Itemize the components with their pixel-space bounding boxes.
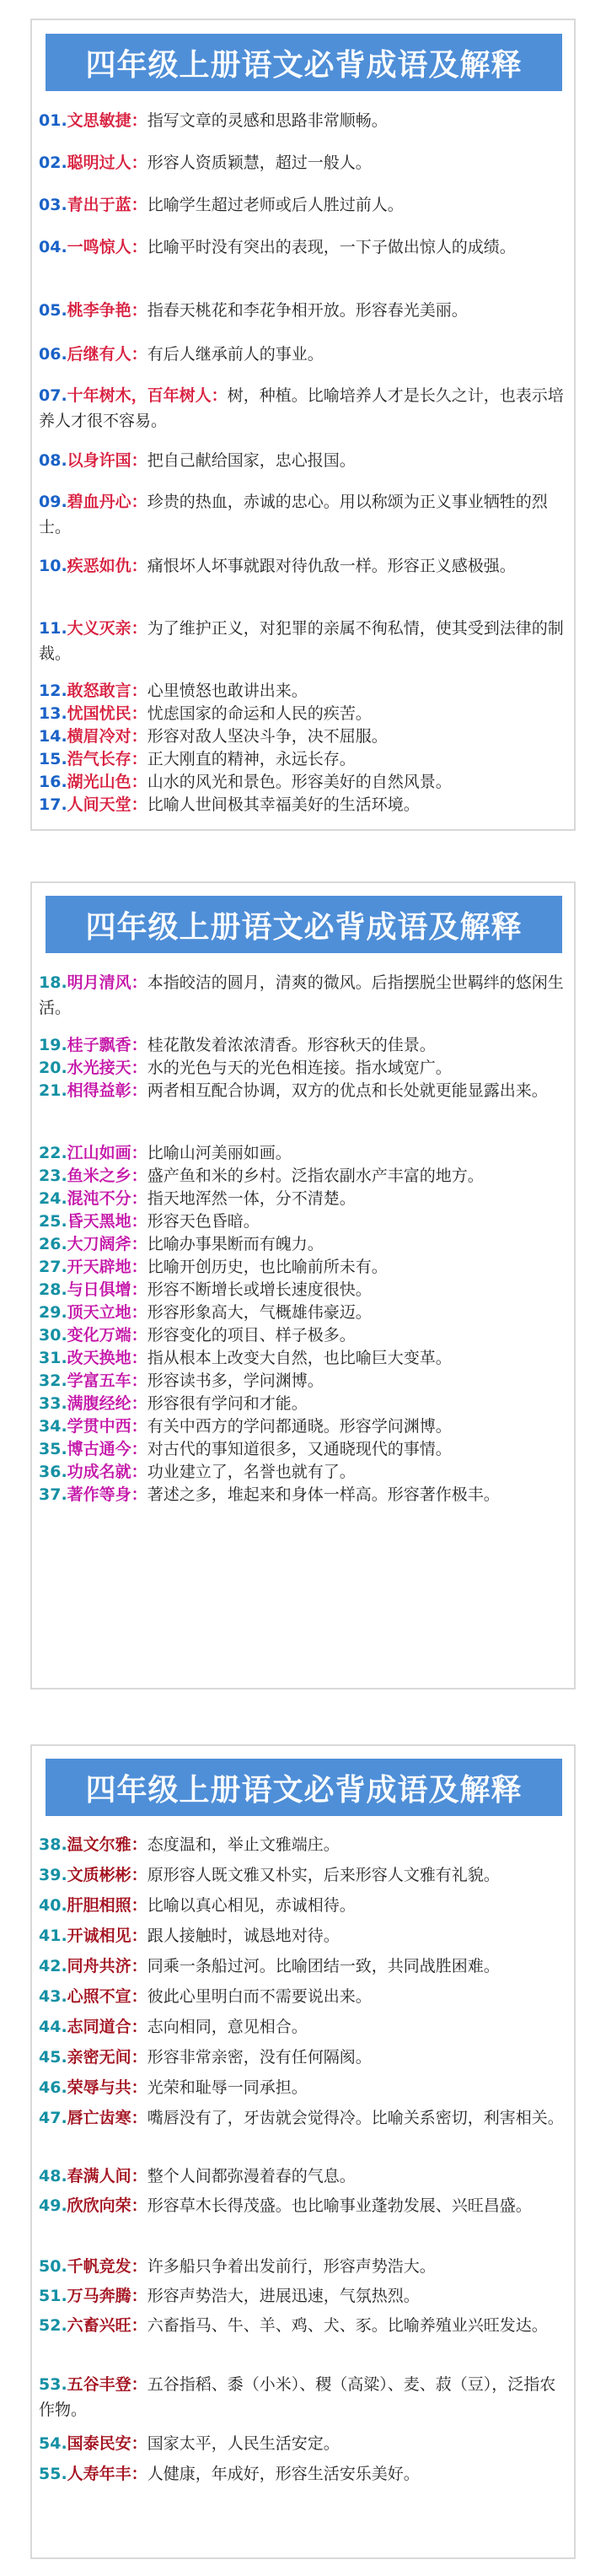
entry-definition: 痛恨坏人坏事就跟对待仇敌一样。形容正义感极强。 <box>147 557 516 575</box>
idiom-card-2 <box>30 881 576 1689</box>
entry-definition: 桂花散发着浓浓清香。形容秋天的佳景。 <box>147 1036 436 1054</box>
entry-definition: 指春天桃花和李花争相开放。形容春光美丽。 <box>147 301 468 320</box>
entry-definition: 原形容人既文雅又朴实，后来形容人文雅有礼貌。 <box>147 1866 500 1884</box>
entry-definition: 形容声势浩大，进展迅速，气氛热烈。 <box>147 2287 420 2305</box>
entry-number: 07. <box>39 386 67 405</box>
entry-term: 志同道合： <box>67 2018 147 2036</box>
idiom-entry <box>39 2105 570 2131</box>
entry-definition: 忧虑国家的命运和人民的疾苦。 <box>147 704 372 723</box>
entry-term: 大刀阔斧： <box>67 1235 147 1253</box>
entry-number: 54. <box>39 2434 67 2453</box>
entry-number: 52. <box>39 2316 67 2335</box>
idiom-entry <box>39 1277 570 1302</box>
entry-definition: 跟人接触时，诚恳地对待。 <box>147 1927 340 1945</box>
entry-number: 38. <box>39 1835 67 1854</box>
idiom-entry <box>39 678 570 703</box>
entry-term: 桃李争艳： <box>67 301 147 320</box>
entry-term: 明月清风： <box>67 973 147 992</box>
entry-number: 10. <box>39 557 67 575</box>
entry-number: 13. <box>39 704 67 723</box>
entry-number: 28. <box>39 1280 67 1299</box>
card-title: 四年级上册语文必背成语及解释 <box>46 34 562 91</box>
entry-term: 聪明过人： <box>67 154 147 172</box>
entry-definition: 国家太平，人民生活安定。 <box>147 2434 340 2453</box>
entry-term: 十年树木，百年树人： <box>67 386 228 405</box>
entry-term: 人寿年丰： <box>67 2465 147 2483</box>
entry-term: 昏天黑地： <box>67 1212 147 1231</box>
entry-number: 05. <box>39 301 67 320</box>
entry-number: 44. <box>39 2018 67 2036</box>
entry-definition: 心里愤怒也敢讲出来。 <box>147 682 308 700</box>
entry-definition: 形容不断增长或增长速度很快。 <box>147 1280 372 1299</box>
idiom-card-1 <box>30 19 576 831</box>
idiom-entry <box>39 1893 570 1918</box>
idiom-entry <box>39 298 570 323</box>
entry-definition: 比喻人世间极其幸福美好的生活环境。 <box>147 795 420 814</box>
entry-number: 50. <box>39 2257 67 2276</box>
entry-number: 35. <box>39 1440 67 1458</box>
idiom-entry <box>39 792 570 817</box>
entry-definition: 本指皎洁的圆月，清爽的微风。后指摆脱尘世羁绊的悠闲生活。 <box>39 973 564 1017</box>
entry-term: 后继有人： <box>67 345 147 364</box>
entry-definition: 许多船只争着出发前行，形容声势浩大。 <box>147 2257 436 2276</box>
entry-number: 25. <box>39 1212 67 1231</box>
entry-number: 14. <box>39 727 67 746</box>
entry-number: 15. <box>39 750 67 768</box>
entry-term: 文质彬彬： <box>67 1866 147 1884</box>
entry-term: 碧血丹心： <box>67 493 147 511</box>
entry-number: 19. <box>39 1036 67 1054</box>
entry-number: 36. <box>39 1463 67 1481</box>
entry-term: 学富五车： <box>67 1372 147 1390</box>
entry-number: 51. <box>39 2287 67 2305</box>
entry-number: 08. <box>39 451 67 470</box>
entry-term: 水光接天： <box>67 1059 147 1077</box>
entry-term: 与日俱增： <box>67 1280 147 1299</box>
entry-term: 改天换地： <box>67 1349 147 1367</box>
idiom-entry <box>39 2313 570 2338</box>
entry-number: 17. <box>39 795 67 814</box>
entry-term: 横眉冷对： <box>67 727 147 746</box>
entry-definition: 正大刚直的精神，永远长存。 <box>147 750 356 768</box>
entry-term: 温文尔雅： <box>67 1835 147 1854</box>
entry-term: 混沌不分： <box>67 1189 147 1208</box>
entry-definition: 六畜指马、牛、羊、鸡、犬、豕。比喻养殖业兴旺发达。 <box>147 2316 548 2335</box>
entry-number: 53. <box>39 2375 67 2394</box>
entry-definition: 彼此心里明白而不需要说出来。 <box>147 1987 372 2006</box>
idiom-entry <box>39 1436 570 1462</box>
entry-term: 以身许国： <box>67 451 147 470</box>
idiom-entry <box>39 1300 570 1325</box>
idiom-entry <box>39 2193 570 2218</box>
entry-term: 同舟共济： <box>67 1957 147 1975</box>
entry-term: 六畜兴旺： <box>67 2316 147 2335</box>
entry-number: 37. <box>39 1485 67 1504</box>
entry-definition: 指天地浑然一体，分不清楚。 <box>147 1189 356 1208</box>
entry-number: 20. <box>39 1059 67 1077</box>
entry-term: 桂子飘香： <box>67 1036 147 1054</box>
idiom-entry <box>39 970 570 1021</box>
entry-definition: 指写文章的灵感和思路非常顺畅。 <box>147 111 388 130</box>
entry-term: 开诚相见： <box>67 1927 147 1945</box>
entry-term: 博古通今： <box>67 1440 147 1458</box>
entry-number: 48. <box>39 2167 67 2185</box>
entry-definition: 珍贵的热血，赤诚的忠心。用以称颂为正义事业牺牲的烈士。 <box>39 493 548 536</box>
idiom-entry <box>39 448 570 473</box>
entry-definition: 志向相同，意见相合。 <box>147 2018 308 2036</box>
entry-definition: 山水的风光和景色。形容美好的自然风景。 <box>147 773 452 791</box>
entry-term: 开天辟地： <box>67 1258 147 1276</box>
entry-term: 唇亡齿寒： <box>67 2109 147 2127</box>
idiom-entry <box>39 1862 570 1888</box>
entry-definition: 两者相互配合协调，双方的优点和长处就更能显露出来。 <box>147 1081 548 1100</box>
idiom-entry <box>39 192 570 218</box>
idiom-entry <box>39 1254 570 1280</box>
entry-term: 浩气长存： <box>67 750 147 768</box>
entry-term: 千帆竞发： <box>67 2257 147 2276</box>
idiom-entry <box>39 2254 570 2279</box>
entry-definition: 树，种植。比喻培养人才是长久之计，也表示培养人才很不容易。 <box>39 386 564 430</box>
idiom-entry <box>39 1032 570 1058</box>
entry-definition: 比喻开创历史，也比喻前所未有。 <box>147 1258 388 1276</box>
entry-definition: 有后人继承前人的事业。 <box>147 345 324 364</box>
entry-number: 23. <box>39 1167 67 1185</box>
entry-definition: 功业建立了，名誉也就有了。 <box>147 1463 356 1481</box>
entry-term: 五谷丰登： <box>67 2375 147 2394</box>
idiom-entry <box>39 724 570 749</box>
entry-definition: 盛产鱼和米的乡村。泛指农副水产丰富的地方。 <box>147 1167 484 1185</box>
entry-number: 18. <box>39 973 67 992</box>
idiom-entry <box>39 1055 570 1081</box>
entry-term: 心照不宣： <box>67 1987 147 2006</box>
idiom-entry <box>39 1186 570 1211</box>
idiom-entry <box>39 553 570 579</box>
entry-term: 人间天堂： <box>67 795 147 814</box>
entry-term: 顶天立地： <box>67 1303 147 1322</box>
idiom-entry <box>39 1345 570 1371</box>
entry-term: 欣欣向荣： <box>67 2196 147 2215</box>
idiom-entry <box>39 2461 570 2487</box>
idiom-entry <box>39 108 570 133</box>
entry-term: 著作等身： <box>67 1485 147 1504</box>
entry-number: 31. <box>39 1349 67 1367</box>
entry-definition: 态度温和，举止文雅端庄。 <box>147 1835 340 1854</box>
entry-definition: 著述之多，堆起来和身体一样高。形容著作极丰。 <box>147 1485 500 1504</box>
entry-number: 09. <box>39 493 67 511</box>
entry-definition: 整个人间都弥漫着春的气息。 <box>147 2167 356 2185</box>
entry-definition: 为了维护正义，对犯罪的亲属不徇私情，使其受到法律的制裁。 <box>39 619 564 663</box>
entry-term: 满腹经纶： <box>67 1394 147 1413</box>
idiom-entry <box>39 150 570 175</box>
entry-number: 32. <box>39 1372 67 1390</box>
entry-term: 相得益彰： <box>67 1081 147 1100</box>
entry-number: 01. <box>39 111 67 130</box>
entry-term: 一鸣惊人： <box>67 238 147 256</box>
idiom-entry <box>39 342 570 367</box>
entry-number: 06. <box>39 345 67 364</box>
entry-number: 41. <box>39 1927 67 1945</box>
idiom-entry <box>39 769 570 795</box>
entry-number: 26. <box>39 1235 67 1253</box>
idiom-entry <box>39 1323 570 1348</box>
entry-definition: 形容天色昏暗。 <box>147 1212 260 1231</box>
entry-term: 功成名就： <box>67 1463 147 1481</box>
entry-term: 国泰民安： <box>67 2434 147 2453</box>
idiom-entry <box>39 1954 570 1979</box>
entry-term: 江山如画： <box>67 1144 147 1162</box>
entry-definition: 比喻山河美丽如画。 <box>147 1144 292 1162</box>
entry-definition: 嘴唇没有了，牙齿就会觉得冷。比喻关系密切，利害相关。 <box>147 2109 564 2127</box>
idiom-entry <box>39 383 570 434</box>
entry-definition: 形容草木长得茂盛。也比喻事业蓬勃发展、兴旺昌盛。 <box>147 2196 532 2215</box>
entry-number: 03. <box>39 196 67 214</box>
idiom-entry <box>39 2164 570 2189</box>
entry-definition: 五谷指稻、黍（小米）、稷（高粱）、麦、菽（豆），泛指农作物。 <box>39 2375 556 2419</box>
entry-definition: 比喻以真心相见，赤诚相待。 <box>147 1896 356 1915</box>
entry-term: 青出于蓝： <box>67 196 147 214</box>
entry-definition: 形容变化的项目、样子极多。 <box>147 1326 356 1345</box>
entry-definition: 指从根本上改变大自然，也比喻巨大变革。 <box>147 1349 452 1367</box>
idiom-entry <box>39 1832 570 1857</box>
idiom-entry <box>39 616 570 666</box>
entry-number: 49. <box>39 2196 67 2215</box>
idiom-entry <box>39 489 570 540</box>
entry-definition: 光荣和耻辱一同承担。 <box>147 2078 308 2097</box>
idiom-entry <box>39 234 570 260</box>
entry-term: 忧国忧民： <box>67 704 147 723</box>
entry-term: 疾恶如仇： <box>67 557 147 575</box>
entry-definition: 形容很有学问和才能。 <box>147 1394 308 1413</box>
entry-definition: 人健康，年成好，形容生活安乐美好。 <box>147 2465 420 2483</box>
idiom-entry <box>39 746 570 772</box>
entry-definition: 比喻平时没有突出的表现，一下子做出惊人的成绩。 <box>147 238 516 256</box>
idiom-entry <box>39 1368 570 1393</box>
entry-number: 12. <box>39 682 67 700</box>
entry-definition: 形容非常亲密，没有任何隔阂。 <box>147 2048 372 2067</box>
idiom-entry <box>39 2372 570 2422</box>
entry-definition: 有关中西方的学问都通晓。形容学问渊博。 <box>147 1417 452 1436</box>
entry-term: 学贯中西： <box>67 1417 147 1436</box>
idiom-entry <box>39 1391 570 1416</box>
idiom-entry <box>39 1459 570 1485</box>
entry-number: 43. <box>39 1987 67 2006</box>
entry-number: 27. <box>39 1258 67 1276</box>
entry-number: 40. <box>39 1896 67 1915</box>
entry-definition: 比喻办事果断而有魄力。 <box>147 1235 324 1253</box>
entry-term: 肝胆相照： <box>67 1896 147 1915</box>
entry-definition: 形容形象高大，气概雄伟豪迈。 <box>147 1303 372 1322</box>
entry-number: 24. <box>39 1189 67 1208</box>
idiom-card-3 <box>30 1744 576 2559</box>
idiom-entry <box>39 1984 570 2009</box>
entry-number: 46. <box>39 2078 67 2097</box>
idiom-entry <box>39 1140 570 1166</box>
card-title: 四年级上册语文必背成语及解释 <box>46 896 562 953</box>
entry-term: 鱼米之乡： <box>67 1167 147 1185</box>
idiom-entry <box>39 1209 570 1234</box>
idiom-entry <box>39 1414 570 1439</box>
entry-definition: 对古代的事知道很多，又通晓现代的事情。 <box>147 1440 452 1458</box>
idiom-entry <box>39 2283 570 2309</box>
entry-definition: 形容对敌人坚决斗争，决不屈服。 <box>147 727 388 746</box>
card-title: 四年级上册语文必背成语及解释 <box>46 1759 562 1816</box>
entry-number: 04. <box>39 238 67 256</box>
entry-number: 30. <box>39 1326 67 1345</box>
idiom-entry <box>39 1078 570 1103</box>
entry-number: 39. <box>39 1866 67 1884</box>
idiom-entry <box>39 1163 570 1188</box>
entry-number: 42. <box>39 1957 67 1975</box>
entry-number: 16. <box>39 773 67 791</box>
entry-number: 02. <box>39 154 67 172</box>
entry-term: 湖光山色： <box>67 773 147 791</box>
entry-number: 21. <box>39 1081 67 1100</box>
entry-number: 34. <box>39 1417 67 1436</box>
idiom-entry <box>39 2431 570 2456</box>
idiom-entry <box>39 1231 570 1257</box>
entry-definition: 把自己献给国家，忠心报国。 <box>147 451 356 470</box>
entry-term: 大义灭亲： <box>67 619 147 638</box>
entry-number: 29. <box>39 1303 67 1322</box>
entry-number: 55. <box>39 2465 67 2483</box>
entry-term: 荣辱与共： <box>67 2078 147 2097</box>
idiom-entry <box>39 1923 570 1948</box>
entry-number: 45. <box>39 2048 67 2067</box>
entry-number: 33. <box>39 1394 67 1413</box>
idiom-entry <box>39 2014 570 2040</box>
idiom-entry <box>39 1482 570 1507</box>
entry-term: 万马奔腾： <box>67 2287 147 2305</box>
idiom-entry <box>39 701 570 726</box>
entry-definition: 同乘一条船过河。比喻团结一致，共同战胜困难。 <box>147 1957 500 1975</box>
idiom-entry <box>39 2045 570 2070</box>
entry-term: 敢怒敢言： <box>67 682 147 700</box>
entry-term: 变化万端： <box>67 1326 147 1345</box>
entry-number: 11. <box>39 619 67 638</box>
entry-definition: 形容人资质颖慧，超过一般人。 <box>147 154 372 172</box>
entry-term: 文思敏捷： <box>67 111 147 130</box>
entry-definition: 水的光色与天的光色相连接。指水域宽广。 <box>147 1059 452 1077</box>
idiom-entry <box>39 2075 570 2100</box>
entry-number: 22. <box>39 1144 67 1162</box>
entry-term: 春满人间： <box>67 2167 147 2185</box>
entry-definition: 比喻学生超过老师或后人胜过前人。 <box>147 196 404 214</box>
entry-number: 47. <box>39 2109 67 2127</box>
entry-term: 亲密无间： <box>67 2048 147 2067</box>
entry-definition: 形容读书多，学问渊博。 <box>147 1372 324 1390</box>
